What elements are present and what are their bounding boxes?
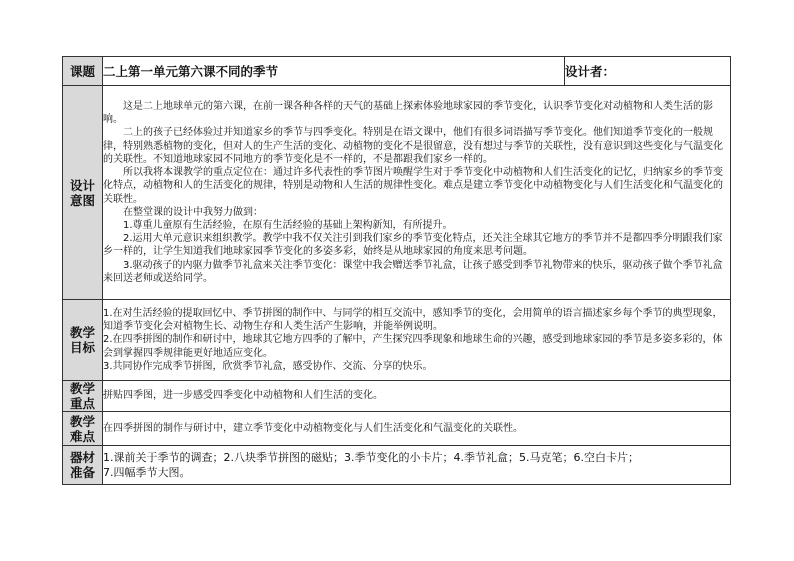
goal-item: 1.在对生活经验的提取回忆中、季节拼图的制作中、与同学的相互交流中，感知季节的变化，会用简单的语言描述家乡每个季节的典型现象，知道季节变化会对植物生长、动物生存和人类生活产生影响，并能举例说明。 <box>103 307 723 333</box>
designer-label: 设计者： <box>565 57 731 86</box>
materials-content <box>103 446 731 485</box>
goal-item: 3.共同协作完成季节拼图，欣赏季节礼盒，感受协作、交流、分享的快乐。 <box>103 360 433 372</box>
key-points-row <box>63 381 731 412</box>
label-line-2: 准备 <box>69 465 95 480</box>
label-line-1: 设计 <box>69 177 95 193</box>
design-intent-row <box>63 86 731 300</box>
materials-row <box>63 446 731 485</box>
label-line-2: 难点 <box>69 428 95 444</box>
goals-label <box>63 300 103 381</box>
materials-line: 7.四幅季节大图。 <box>103 466 191 479</box>
intent-paragraph: 这是二上地球单元的第六课，在前一课各种各样的天气的基础上探索体验地球家园的季节变化，认识季节变化对动植物和人类生活的影响。 <box>103 101 713 126</box>
lesson-title: 二上第一单元第六课不同的季节 <box>103 57 565 86</box>
difficulties-content: 在四季拼图的制作与研讨中，建立季节变化中动植物变化与人们生活变化和气温变化的关联性。 <box>103 412 731 446</box>
label-line-1: 教学 <box>69 413 95 429</box>
intent-paragraph: 二上的孩子已经体验过并知道家乡的季节与四季变化。特别是在语文课中，他们有很多词语描写季节变化。他们知道季节变化的一般规律，特别熟悉植物的变化，但对人的生产生活的变化、动植物的变化不是很留意，没有想过与季节的关联性，没有意识到这些变化与气温变化的关联性。不知道地球家园不同地方的季节变化是不一样的，不是都跟我们家乡一样的。 <box>103 127 723 165</box>
lesson-plan-table <box>62 56 731 485</box>
goal-item: 2.在四季拼图的制作和研讨中，地球其它地方四季的了解中，产生探究四季现象和地球生命的兴趣，感受到地球家园的季节是多姿多彩的，体会到掌握四季规律能更好地适应变化。 <box>103 334 723 359</box>
header-row <box>63 57 731 86</box>
label-line-1: 教学 <box>69 325 95 340</box>
label-line-1: 器材 <box>69 450 95 465</box>
intent-paragraph: 所以我将本课教学的重点定位在：通过许多代表性的季节图片唤醒学生对于季节变化中动植物和人们生活变化的记忆，归纳家乡的季节变化特点，动植物和人的生活变化的规律，特别是动物和人生活的规律性变化。难点是建立季节变化中动植物变化与人们生活变化和气温变化的关联性。 <box>103 167 723 205</box>
goals-row <box>63 300 731 381</box>
label-line-2: 目标 <box>69 340 95 355</box>
difficulties-label <box>63 412 103 446</box>
goals-content <box>103 300 731 381</box>
intent-paragraph: 2.运用大单元意识来组织教学。教学中我不仅关注引到我们家乡的季节变化特点，还关注全球其它地方的季节并不是都四季分明跟我们家乡一样的，让学生知道我们地球家园季节变化的多姿多彩，始终是从地球家园的角度来思考问题。 <box>103 233 723 258</box>
topic-label: 课题 <box>63 57 103 86</box>
key-points-label <box>63 381 103 412</box>
intent-paragraph: 1.尊重儿童原有生活经验，在原有生活经验的基础上架构新知，有所提升。 <box>123 219 453 231</box>
label-line-2: 意图 <box>69 192 95 208</box>
key-points-content: 拼贴四季图，进一步感受四季变化中动植物和人们生活的变化。 <box>103 381 731 412</box>
design-intent-label <box>63 86 103 300</box>
materials-line: 1.课前关于季节的调查；2.八块季节拼图的磁贴；3.季节变化的小卡片；4.季节礼盒；5.马克笔；6.空白卡片； <box>103 451 639 464</box>
label-line-2: 重点 <box>69 396 95 411</box>
intent-paragraph: 在整堂课的设计中我努力做到： <box>123 206 263 218</box>
materials-label <box>63 446 103 485</box>
design-intent-content <box>103 86 731 300</box>
label-line-1: 教学 <box>69 381 95 396</box>
intent-paragraph: 3.驱动孩子的内驱力做季节礼盒来关注季节变化：课堂中我会赠送季节礼盒，让孩子感受到季节礼物带来的快乐，驱动孩子做个季节礼盒来回送老师或送给同学。 <box>103 259 723 284</box>
difficulties-row <box>63 412 731 446</box>
